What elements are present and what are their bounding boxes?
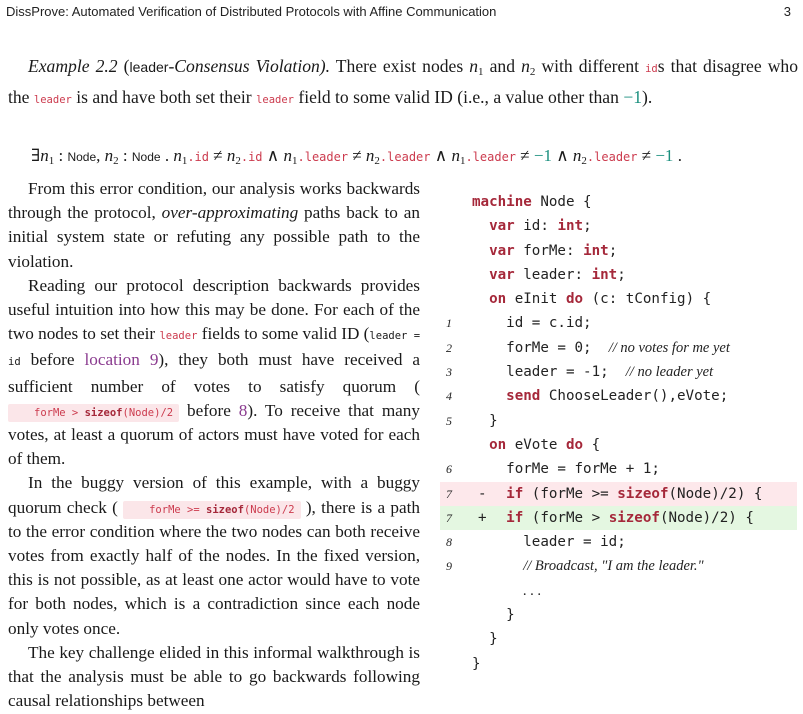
diff-minus-marker: - [478,485,487,502]
running-header [6,4,797,22]
quorum-check-fixed: forMe > sizeof(Node)/2 [8,404,179,422]
minus-one-value: −1 [623,86,643,107]
code-line: var id: int; [489,218,592,235]
example-title-code: leader [129,59,169,75]
example-label: Example 2.2 [28,56,118,76]
code-line: } [489,631,498,648]
location-8-link[interactable]: 8 [238,400,248,420]
paragraph: The key challenge elided in this informal walkthrough is that the analysis must be able to go backwards following causal relationships between [8,642,420,711]
inline-code-assign: leader = id [8,330,421,369]
code-line-8: 8 leader = id; [446,534,626,551]
code-line-5: 5 } [446,412,498,429]
quorum-check-buggy: forMe >= sizeof(Node)/2 [123,501,300,519]
inline-code-leader: leader [159,330,198,343]
code-line: } [506,607,515,624]
inline-code-id: id [645,63,658,75]
code-line-4: 4 send ChooseLeader(),eVote; [446,388,729,405]
code-line-3: 3 leader = -1; // no leader yet [446,364,714,381]
paragraph: Reading our protocol description backwards provides useful intuition into how this may be done. For each of the two nodes to set their leader fields to some valid ID (leader = id before location 9), they both must have received a sufficient number of votes to satisfy quorum ( forMe > sizeof(Node)/2 before 8). To receive that many votes, at least a quorum of actors must have voted for each of them. [8,275,421,469]
code-line: . . . [523,582,542,599]
example-paragraph: Example 2.2 (leader-Consensus Violation). There exist nodes $n_1$ and $n_2$ with different ids that disagree who the leader is and have both set their leader field to some valid ID (i.e., a value other than −1). [8,56,799,107]
code-line: machine Node { [472,194,592,210]
violation-formula: $\exists n_1$ : Node, $n_2$ : Node . $n_1.id \ne n_2.id$ ∧ $n_1.leader$ ≠ $n_2.leader$ ∧ $n_1.leader \ne -1$ ∧ $n_2.leader \ne -1$ . [31,146,682,167]
code-line: on eVote do { [489,436,601,453]
code-line: var leader: int; [489,266,626,283]
code-line-6: 6 forMe = forMe + 1; [446,461,660,478]
paragraph: From this error condition, our analysis works backwards through the protocol, over-approximating paths back to an initial system state or refuting any possible path to the violation. [8,179,420,271]
code-line-7-removed: 7 - if (forMe >= sizeof(Node)/2) { [440,482,797,506]
code-line-9: 9 // Broadcast, "I am the leader." [446,558,704,575]
example-title: -Consensus Violation). [168,56,331,76]
inline-code-leader: leader [33,93,72,106]
code-line-7-added: 7 + if (forMe > sizeof(Node)/2) { [440,506,797,530]
diff-plus-marker: + [478,509,487,526]
paragraph: In the buggy version of this example, with a buggy quorum check ( forMe >= sizeof(Node)/2 ), there is a path to the error condition where the two nodes can both receive votes from exactly half of the nodes. In the fixed version, this is not possible, as at least one actor would have to vote for both nodes, which is a contradiction since each node only votes once. [8,473,420,638]
code-line: on eInit do (c: tConfig) { [489,291,712,308]
location-9-link[interactable]: location 9 [84,350,159,370]
code-line: } [472,655,481,672]
page-number: 3 [783,4,791,19]
running-title: DissProve: Automated Verification of Distributed Protocols with Affine Communication [6,4,497,19]
code-listing [440,190,797,676]
body-text [8,177,420,713]
code-line-1: 1 id = c.id; [446,315,592,332]
inline-code-leader: leader [256,93,294,106]
code-line-2: 2 forMe = 0; // no votes for me yet [446,339,730,356]
code-line: var forMe: int; [489,242,618,259]
